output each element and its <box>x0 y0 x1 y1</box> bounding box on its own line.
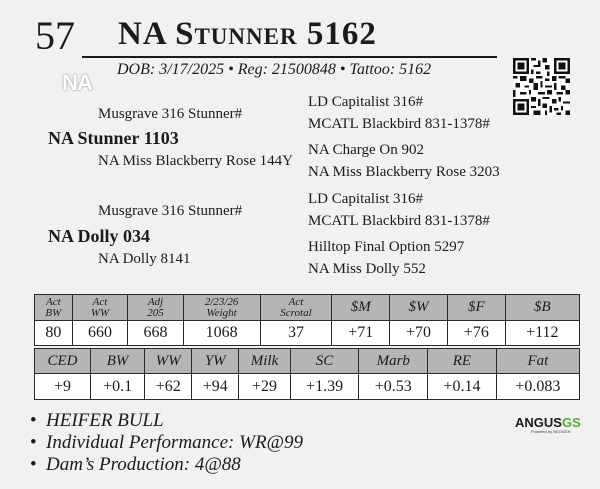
note-item: • HEIFER BULL <box>30 410 164 431</box>
dam-dam-name: NA Dolly 8141 <box>98 251 191 267</box>
dam-sire-sire-name: LD Capitalist 316# <box>308 191 423 207</box>
performance-table <box>34 294 580 346</box>
ranch-logo: NA <box>62 70 92 95</box>
perf-header-act-scrotal: Act Scrotal <box>260 295 332 321</box>
epd-header-sc: SC <box>290 349 359 374</box>
epd-header-milk: Milk <box>239 349 290 374</box>
bullet-icon: • <box>30 454 37 475</box>
perf-header-adj-205: Adj 205 <box>128 295 183 321</box>
sire-sire-name: Musgrave 316 Stunner# <box>98 106 243 122</box>
bullet-icon: • <box>30 410 37 431</box>
perf-header-m: $M <box>332 295 390 321</box>
perf-value-weight: 1068 <box>183 321 260 346</box>
sire-name: NA Stunner 1103 <box>48 128 179 148</box>
animal-info-line: DOB: 3/17/2025 • Reg: 21500848 • Tattoo: 5162 <box>117 61 432 78</box>
sire-dam-dam-name: NA Miss Blackberry Rose 3203 <box>308 164 500 180</box>
perf-value-b: +112 <box>505 321 579 346</box>
dam-name: NA Dolly 034 <box>48 226 151 246</box>
title-underline <box>82 56 497 58</box>
epd-header-ced: CED <box>35 349 91 374</box>
epd-value-ced: +9 <box>35 374 91 400</box>
sire-sire-sire-name: LD Capitalist 316# <box>308 94 423 110</box>
lot-number: 57 <box>35 13 75 58</box>
dam-sire-name: Musgrave 316 Stunner# <box>98 203 243 219</box>
epd-value-ww: +62 <box>145 374 192 400</box>
perf-value-m: +71 <box>332 321 390 346</box>
sire-dam-name: NA Miss Blackberry Rose 144Y <box>98 153 293 169</box>
perf-header-act-ww: Act WW <box>72 295 127 321</box>
perf-header-weight: 2/23/26 Weight <box>183 295 260 321</box>
epd-value-fat: +0.083 <box>496 374 579 400</box>
epd-value-sc: +1.39 <box>290 374 359 400</box>
perf-value-f: +76 <box>447 321 505 346</box>
dam-dam-sire-name: Hilltop Final Option 5297 <box>308 239 465 255</box>
epd-header-row <box>35 349 580 374</box>
perf-value-act-ww: 660 <box>72 321 127 346</box>
perf-header-f: $F <box>447 295 505 321</box>
note-item: • Individual Performance: WR@99 <box>30 432 304 453</box>
epd-value-re: +0.14 <box>428 374 497 400</box>
animal-name: NA Stunner 5162 <box>118 16 377 52</box>
angus-gs-logo: ANGUSGS <box>515 415 581 430</box>
epd-header-re: RE <box>428 349 497 374</box>
epd-header-bw: BW <box>90 349 144 374</box>
epd-table <box>34 348 580 400</box>
dam-dam-dam-name: NA Miss Dolly 552 <box>308 261 426 277</box>
epd-value-row <box>35 374 580 400</box>
qr-code-icon[interactable] <box>513 58 570 115</box>
perf-header-w: $W <box>390 295 448 321</box>
bullet-icon: • <box>30 432 37 453</box>
epd-header-yw: YW <box>192 349 239 374</box>
perf-value-adj-205: 668 <box>128 321 183 346</box>
dam-sire-dam-name: MCATL Blackbird 831-1378# <box>308 213 490 229</box>
epd-header-marb: Marb <box>359 349 428 374</box>
performance-value-row <box>35 321 580 346</box>
sire-sire-dam-name: MCATL Blackbird 831-1378# <box>308 116 490 132</box>
epd-header-fat: Fat <box>496 349 579 374</box>
angus-gs-tagline: Powered by NEOGEN <box>531 429 571 434</box>
epd-value-milk: +29 <box>239 374 290 400</box>
note-item: • Dam’s Production: 4@88 <box>30 454 241 475</box>
epd-value-marb: +0.53 <box>359 374 428 400</box>
perf-value-w: +70 <box>390 321 448 346</box>
perf-header-b: $B <box>505 295 579 321</box>
epd-value-yw: +94 <box>192 374 239 400</box>
perf-header-act-bw: Act BW <box>35 295 73 321</box>
epd-value-bw: +0.1 <box>90 374 144 400</box>
perf-value-act-scrotal: 37 <box>260 321 332 346</box>
epd-header-ww: WW <box>145 349 192 374</box>
notes-list <box>30 410 303 476</box>
perf-value-act-bw: 80 <box>35 321 73 346</box>
sire-dam-sire-name: NA Charge On 902 <box>308 142 424 158</box>
performance-header-row <box>35 295 580 321</box>
